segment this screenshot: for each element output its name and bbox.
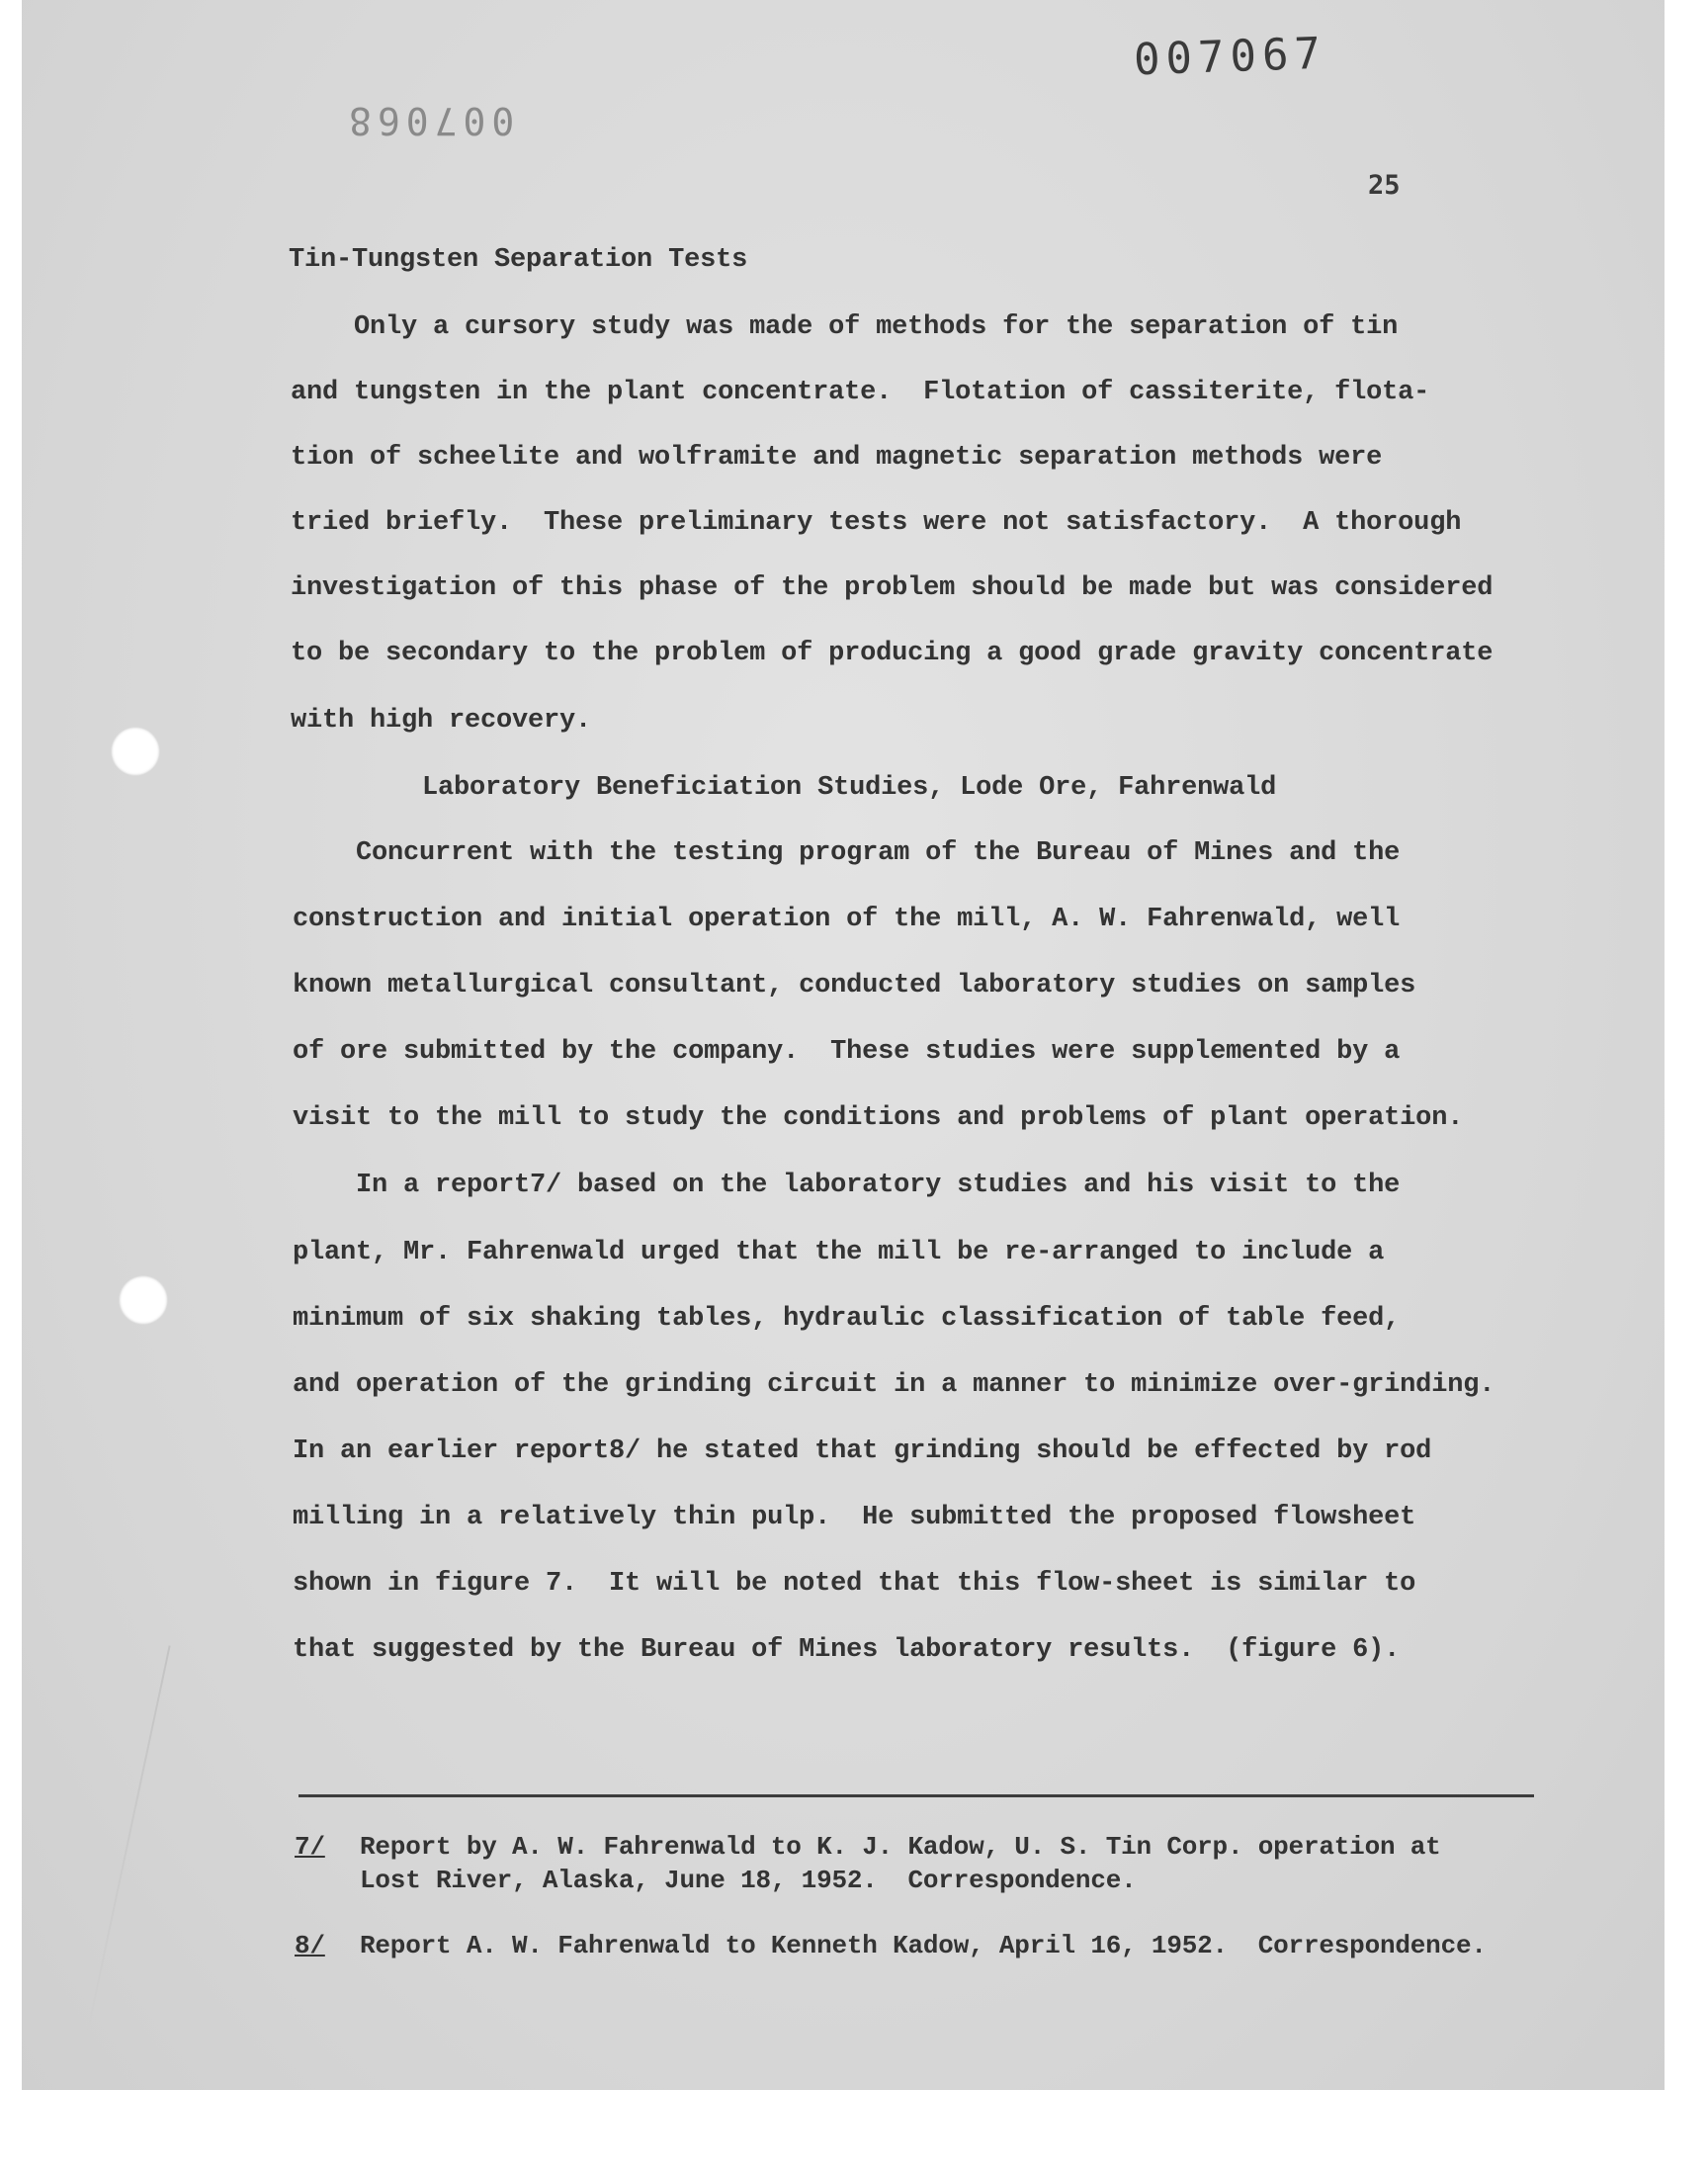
- text-line: Concurrent with the testing program of the Bureau of Mines and the: [293, 838, 1401, 868]
- text-line: of ore submitted by the company. These studies were supplemented by a: [293, 1037, 1401, 1067]
- section-heading: Tin-Tungsten Separation Tests: [289, 245, 748, 275]
- footnote-line: Report A. W. Fahrenwald to Kenneth Kadow, April 16, 1952. Correspondence.: [360, 1931, 1487, 1960]
- punch-hole-upper: [111, 727, 160, 776]
- text-line: and tungsten in the plant concentrate. Flotation of cassiterite, flota-: [291, 378, 1430, 407]
- text-line: In an earlier report8/ he stated that grinding should be effected by rod: [293, 1436, 1432, 1466]
- text-line: known metallurgical consultant, conducted laboratory studies on samples: [293, 971, 1416, 1000]
- text-line: visit to the mill to study the conditions and problems of plant operation.: [293, 1103, 1464, 1133]
- text-line: construction and initial operation of the mill, A. W. Fahrenwald, well: [293, 905, 1401, 934]
- document-number-stamp: 007067: [1133, 28, 1327, 86]
- text-line: tion of scheelite and wolframite and magnetic separation methods were: [291, 443, 1383, 473]
- text-line: In a report7/ based on the laboratory studies and his visit to the: [293, 1171, 1401, 1200]
- document-page: [22, 0, 1665, 2090]
- text-line: and operation of the grinding circuit in a manner to minimize over-grinding.: [293, 1370, 1495, 1400]
- text-line: that suggested by the Bureau of Mines laboratory results. (figure 6).: [293, 1635, 1401, 1665]
- punch-hole-lower: [119, 1275, 168, 1325]
- text-line: minimum of six shaking tables, hydraulic classification of table feed,: [293, 1304, 1401, 1334]
- page-number: 25: [1368, 170, 1401, 201]
- text-line: investigation of this phase of the problem should be made but was considered: [291, 573, 1494, 603]
- footnote-line: Lost River, Alaska, June 18, 1952. Correspondence.: [360, 1866, 1137, 1895]
- text-line: Only a cursory study was made of methods for the separation of tin: [291, 312, 1399, 342]
- text-line: to be secondary to the problem of producing a good grade gravity concentrate: [291, 639, 1494, 668]
- footnote-line: Report by A. W. Fahrenwald to K. J. Kadow, U. S. Tin Corp. operation at: [360, 1832, 1441, 1862]
- pencil-mark: [82, 1645, 170, 2051]
- text-line: plant, Mr. Fahrenwald urged that the mill be re-arranged to include a: [293, 1238, 1385, 1267]
- footnote-marker: 8/: [295, 1931, 325, 1960]
- faded-number-stamp: 007068: [343, 99, 515, 142]
- footnote-marker: 7/: [295, 1832, 325, 1862]
- section-heading: Laboratory Beneficiation Studies, Lode Ore, Fahrenwald: [422, 773, 1277, 803]
- text-line: with high recovery.: [291, 706, 592, 736]
- text-line: shown in figure 7. It will be noted that this flow-sheet is similar to: [293, 1569, 1416, 1599]
- footnote-divider: [299, 1794, 1534, 1797]
- text-line: tried briefly. These preliminary tests were not satisfactory. A thorough: [291, 508, 1462, 538]
- text-line: milling in a relatively thin pulp. He submitted the proposed flowsheet: [293, 1503, 1416, 1532]
